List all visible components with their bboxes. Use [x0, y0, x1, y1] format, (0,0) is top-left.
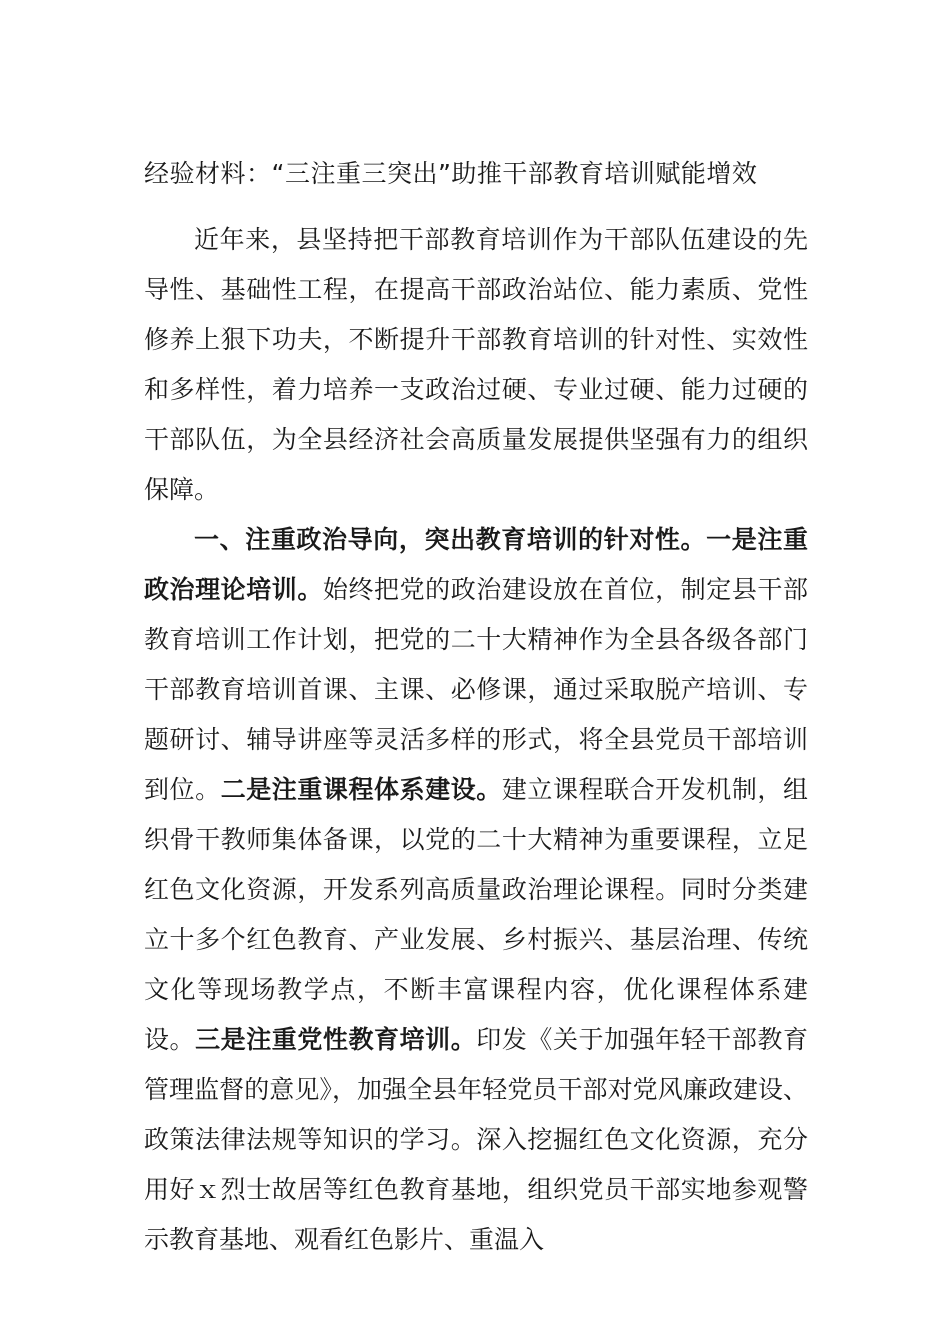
section-1-paragraph: [144, 515, 808, 1265]
document-body: [144, 215, 808, 1265]
point-1-title: 一是注重政治理论培训。: [144, 525, 808, 604]
point-2-title: 二是注重课程体系建设。: [220, 775, 502, 804]
intro-paragraph: 近年来，县坚持把干部教育培训作为干部队伍建设的先导性、基础性工程，在提高干部政治站位、能力素质、党性修养上狠下功夫，不断提升干部教育培训的针对性、实效性和多样性，着力培养一支政治过硬、专业过硬、能力过硬的干部队伍，为全县经济社会高质量发展提供坚强有力的组织保障。: [144, 225, 808, 504]
point-2-text: 建立课程联合开发机制，组织骨干教师集体备课，以党的二十大精神为重要课程，立足红色文化资源，开发系列高质量政治理论课程。同时分类建立十多个红色教育、产业发展、乡村振兴、基层治理、传统文化等现场教学点，不断丰富课程内容，优化课程体系建设。: [144, 775, 808, 1054]
point-1-text: 始终把党的政治建设放在首位，制定县干部教育培训工作计划，把党的二十大精神作为全县各级各部门干部教育培训首课、主课、必修课，通过采取脱产培训、专题研讨、辅导讲座等灵活多样的形式，将全县党员干部培训到位。: [144, 575, 808, 804]
point-3-text: 印发《关于加强年轻干部教育管理监督的意见》，加强全县年轻党员干部对党风廉政建设、政策法律法规等知识的学习。深入挖掘红色文化资源，充分用好ｘ烈士故居等红色教育基地，组织党员干部实地参观警示教育基地、观看红色影片、重温入: [144, 1025, 808, 1254]
point-3-title: 三是注重党性教育培训。: [195, 1025, 477, 1054]
section-1-heading: 一、注重政治导向，突出教育培训的针对性。: [194, 525, 707, 554]
document-title: 经验材料：“三注重三突出”助推干部教育培训赋能增效: [144, 159, 758, 188]
